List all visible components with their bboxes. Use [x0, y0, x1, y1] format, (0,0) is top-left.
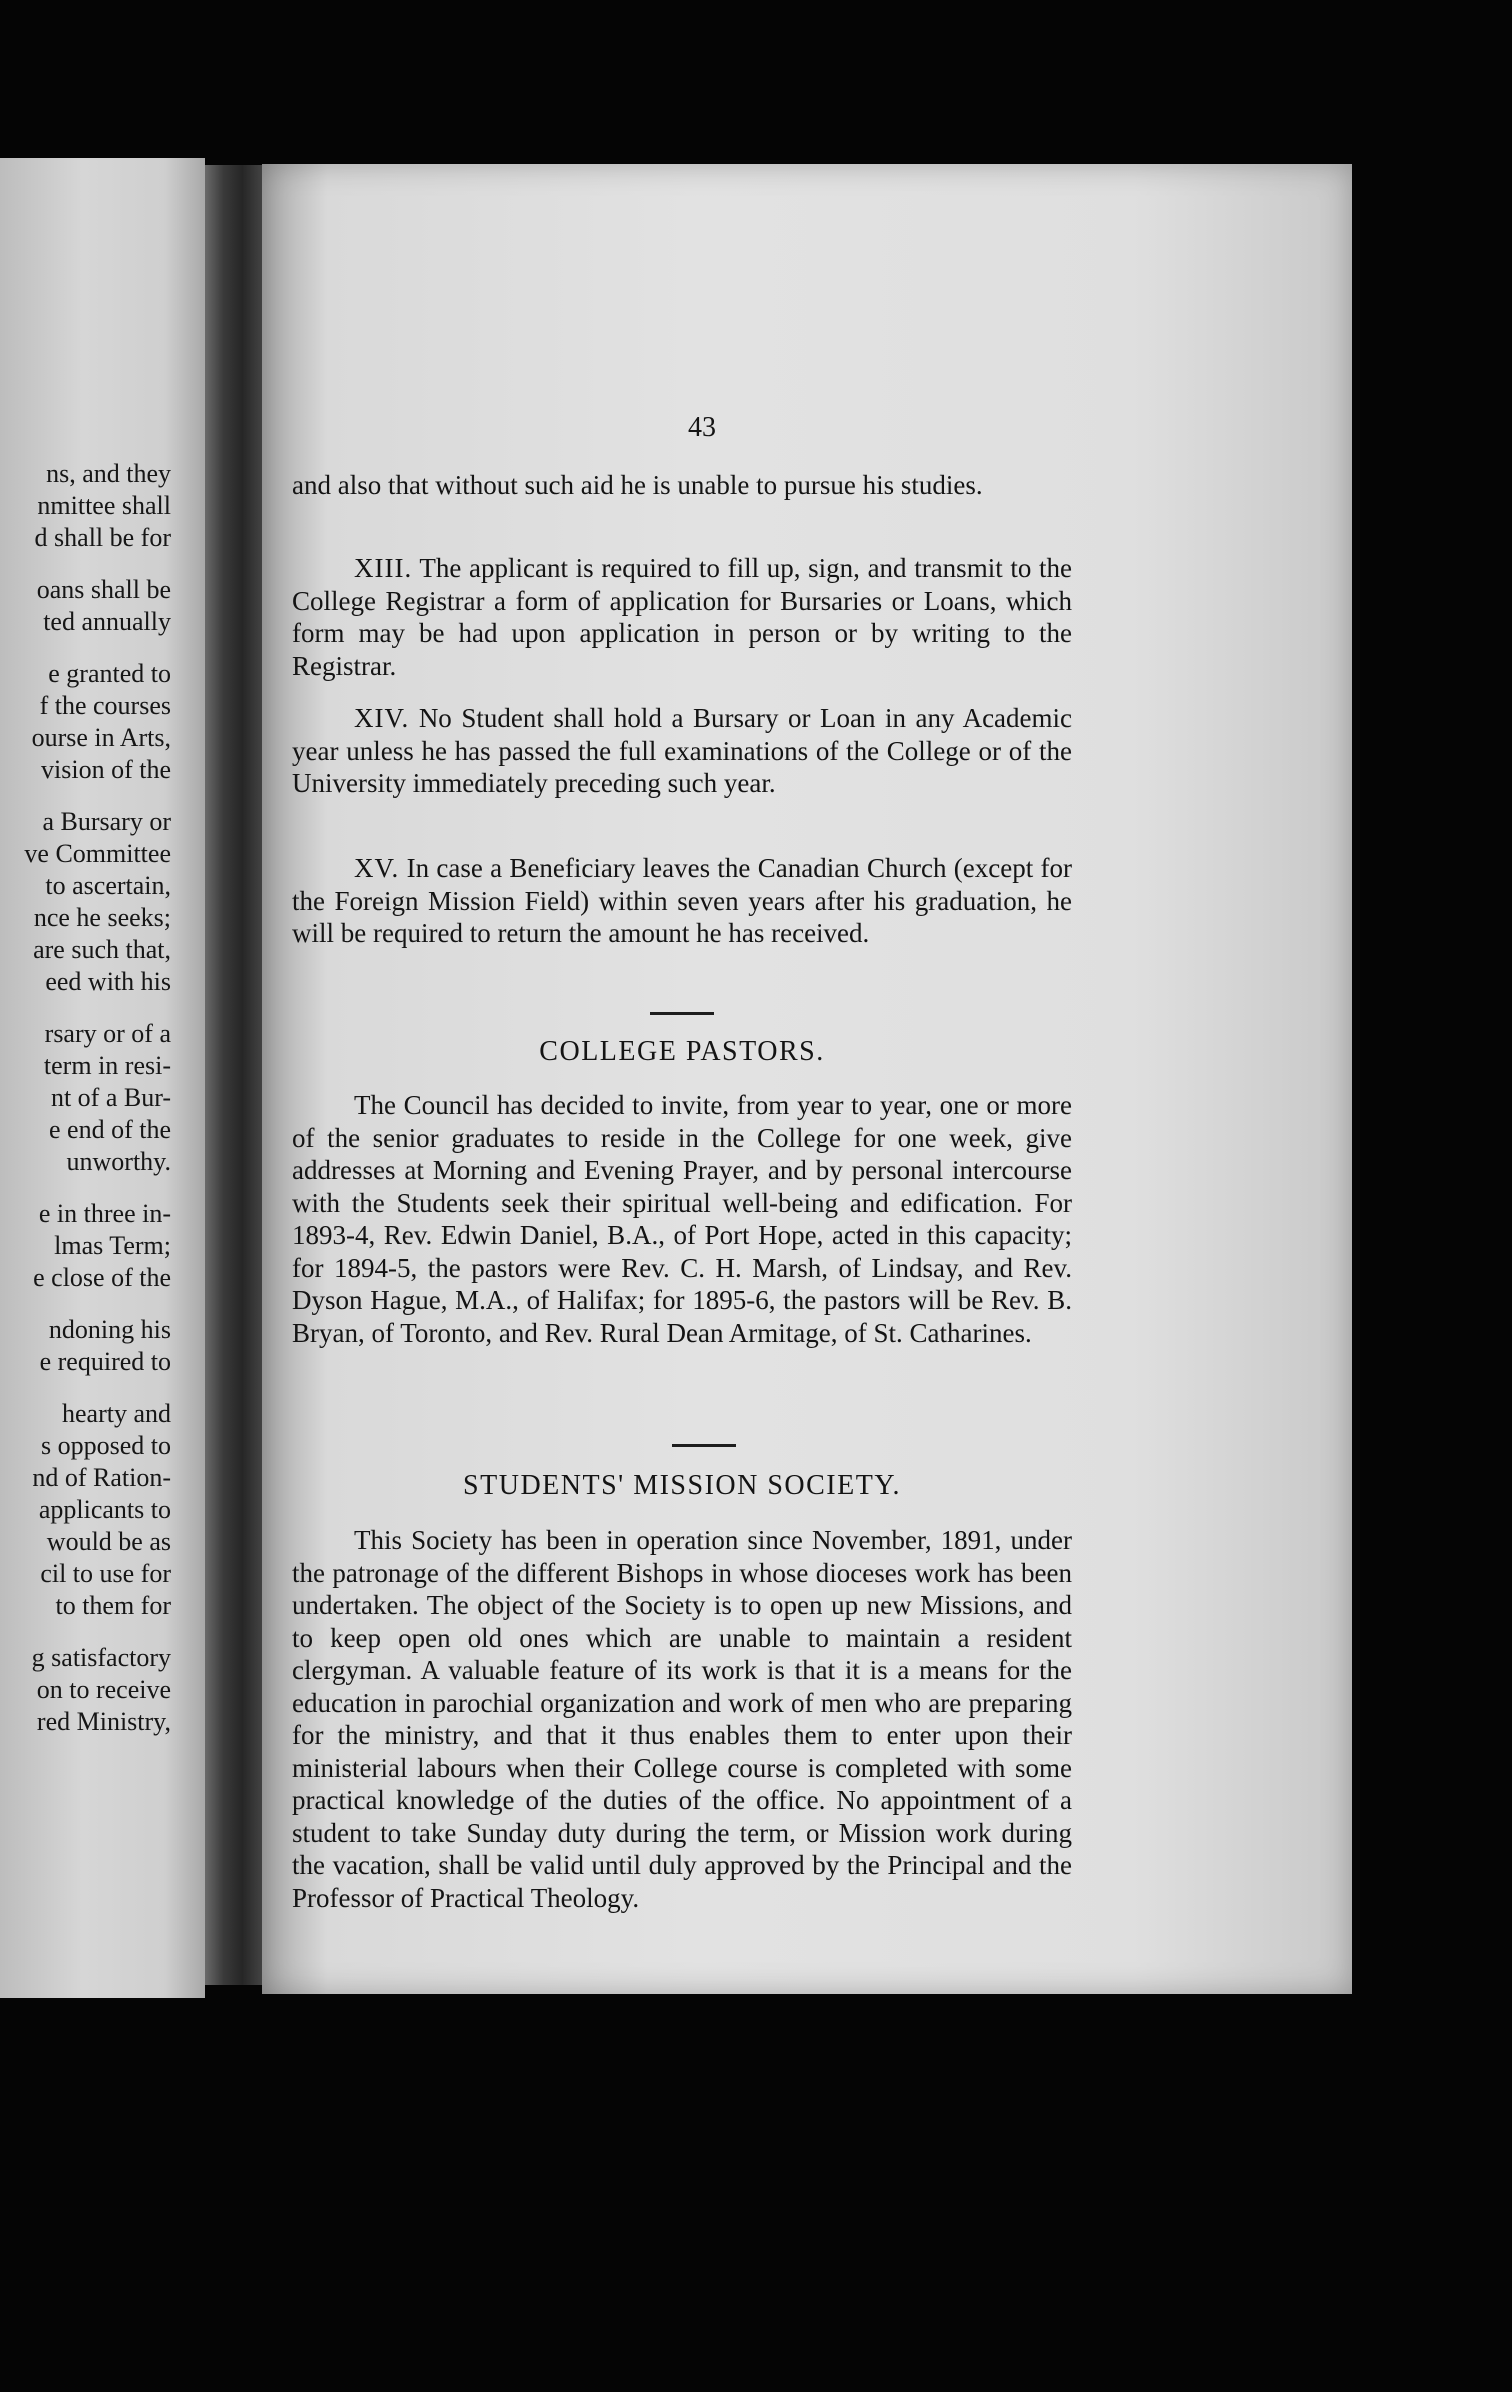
rule-xv [292, 852, 1072, 950]
mission-society-paragraph: This Society has been in operation since November, 1891, under the patronage of the different Bishops in whose dioceses work has been undertaken. The object of the Society is to open up new Missions, and to keep open old ones which are unable to maintain a resident clergyman. A valuable feature of its work is that it is a means for the education in parochial organization and work of men who are preparing for the ministry, and that it thus enables them to enter upon their ministerial labours when their College course is completed with some practical knowledge of the duties of the office. No appointment of a student to take Sunday duty during the term, or Mission work during the vacation, shall be valid until duly approved by the Principal and the Professor of Practical Theology. [292, 1525, 1072, 1913]
left-page-line: ndoning his [48, 1315, 171, 1344]
rule-xiv [292, 702, 1072, 800]
rule-xiii [292, 552, 1072, 682]
section-heading-college-pastors: COLLEGE PASTORS. [539, 1036, 825, 1067]
rule-text: The applicant is required to fill up, sign, and transmit to the College Registrar a form of application for Bursaries or Loans, which form may be had upon application in person or by writing to the Registrar. [292, 553, 1072, 681]
rule-number: XV. [354, 853, 400, 883]
college-pastors-paragraph: The Council has decided to invite, from year to year, one or more of the senior graduates to reside in the College for one week, give addresses at Morning and Evening Prayer, and by personal intercourse with the Students seek their spiritual well-being and edification. For 1893-4, Rev. Edwin Daniel, B.A., of Port Hope, acted in this capacity; for 1894-5, the pastors were Rev. C. H. Marsh, of Lindsay, and Rev. Dyson Hague, M.A., of Halifax; for 1895-6, the pastors will be Rev. B. Bryan, of Toronto, and Rev. Rural Dean Armitage, of St. Catharines. [292, 1090, 1072, 1348]
left-page-line: ted annually [43, 607, 171, 636]
left-page-line: f the courses [39, 691, 171, 720]
rule-text: No Student shall hold a Bursary or Loan in any Academic year unless he has passed the full examinations of the College or of the University immediately preceding such year. [292, 703, 1073, 798]
left-page-line: applicants to [38, 1495, 171, 1524]
left-page-line: ve Committee [24, 839, 171, 868]
left-page-line: cil to use for [40, 1559, 171, 1588]
left-page-line: s opposed to [41, 1431, 171, 1460]
left-page-line: vision of the [41, 755, 171, 784]
left-page-line: a Bursary or [42, 807, 171, 836]
left-page-line: are such that, [33, 935, 171, 964]
left-page-line: oans shall be [36, 575, 171, 604]
section-heading-mission-society: STUDENTS' MISSION SOCIETY. [463, 1470, 901, 1501]
left-page-line: e end of the [48, 1115, 171, 1144]
left-page-line: e required to [39, 1347, 171, 1376]
left-page-line: eed with his [45, 967, 171, 996]
left-page-line: to them for [55, 1591, 171, 1620]
rule-number: XIV. [354, 703, 410, 733]
left-page-line: on to receive [36, 1675, 171, 1704]
left-page-line: nt of a Bur- [50, 1083, 171, 1112]
rule-text: In case a Beneficiary leaves the Canadian Church (except for the Foreign Mission Field) within seven years after his graduation, he will be required to return the amount he has received. [292, 853, 1073, 948]
left-page-line: e in three in- [38, 1199, 171, 1228]
continuation-paragraph: and also that without such aid he is unable to pursue his studies. [292, 470, 983, 500]
section-divider [672, 1444, 736, 1447]
page-number: 43 [688, 412, 716, 443]
left-page-line: ourse in Arts, [31, 723, 171, 752]
left-page-line: d shall be for [34, 523, 171, 552]
section-divider [650, 1012, 714, 1015]
left-page-line: would be as [46, 1527, 171, 1556]
left-page-line: rsary or of a [44, 1019, 171, 1048]
left-page-line: hearty and [61, 1399, 171, 1428]
right-page [262, 164, 1352, 1994]
left-page-line: e granted to [48, 659, 171, 688]
left-page-line: unworthy. [66, 1147, 171, 1176]
left-page-line: nce he seeks; [33, 903, 171, 932]
left-page-line: g satisfactory [31, 1643, 171, 1672]
left-page-line: e close of the [33, 1263, 171, 1292]
left-page-line: term in resi- [43, 1051, 171, 1080]
left-page-line: nd of Ration- [32, 1463, 171, 1492]
book-gutter [205, 165, 267, 1985]
rule-number: XIII. [354, 553, 413, 583]
left-page-line: to ascertain, [45, 871, 171, 900]
left-page-line: red Ministry, [36, 1707, 171, 1736]
left-page-line: ns, and they [46, 459, 171, 488]
left-page-line: nmittee shall [37, 491, 171, 520]
left-page-line: lmas Term; [54, 1231, 171, 1260]
left-page [0, 158, 205, 1998]
